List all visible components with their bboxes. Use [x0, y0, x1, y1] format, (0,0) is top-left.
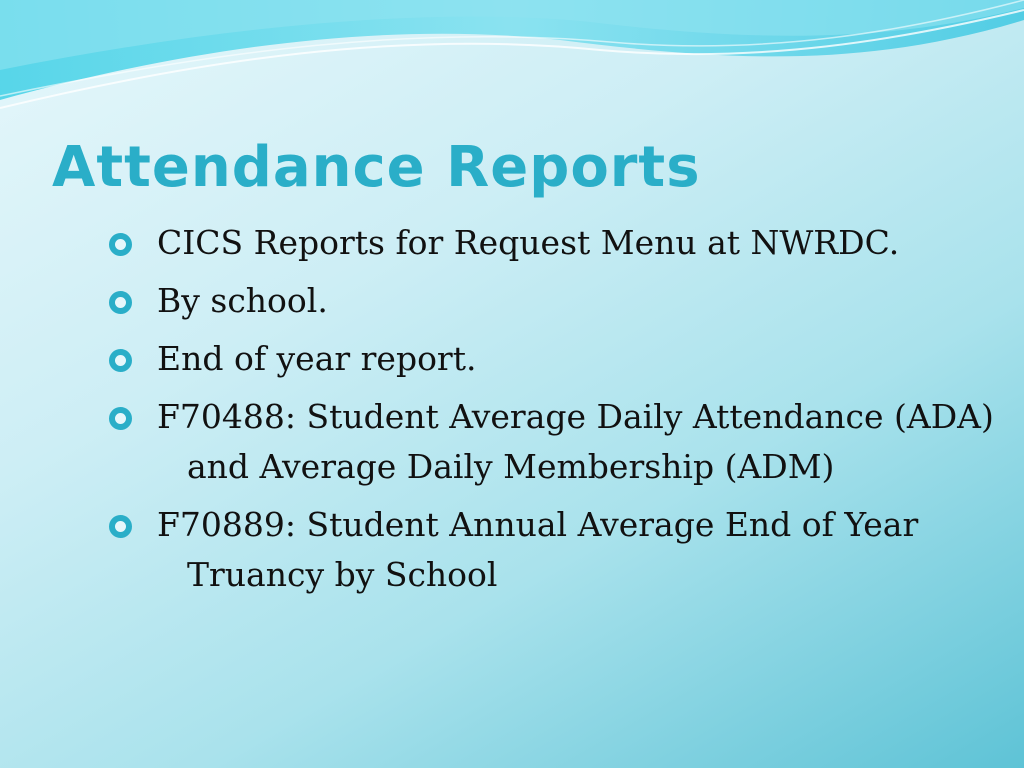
header-wave-decoration: [0, 0, 1024, 130]
bullet-item: [104, 392, 1004, 492]
bullet-list: [104, 218, 1004, 608]
bullet-item: [104, 500, 1004, 600]
bullet-text: CICS Reports for Request Menu at NWRDC.: [157, 223, 900, 262]
ring-bullet-icon: [109, 349, 132, 372]
ring-bullet-icon: [109, 407, 132, 430]
bullet-item: [104, 276, 1004, 326]
bullet-text: By school.: [157, 281, 328, 320]
ring-bullet-icon: [109, 515, 132, 538]
bullet-text: F70889: Student Annual Average End of Year Truancy by School: [157, 505, 919, 594]
slide-title: Attendance Reports: [52, 135, 701, 200]
ring-bullet-icon: [109, 291, 132, 314]
bullet-item: [104, 218, 1004, 268]
bullet-item: [104, 334, 1004, 384]
ring-bullet-icon: [109, 233, 132, 256]
bullet-text: F70488: Student Average Daily Attendance (ADA) and Average Daily Membership (ADM): [157, 397, 994, 486]
bullet-text: End of year report.: [157, 339, 477, 378]
